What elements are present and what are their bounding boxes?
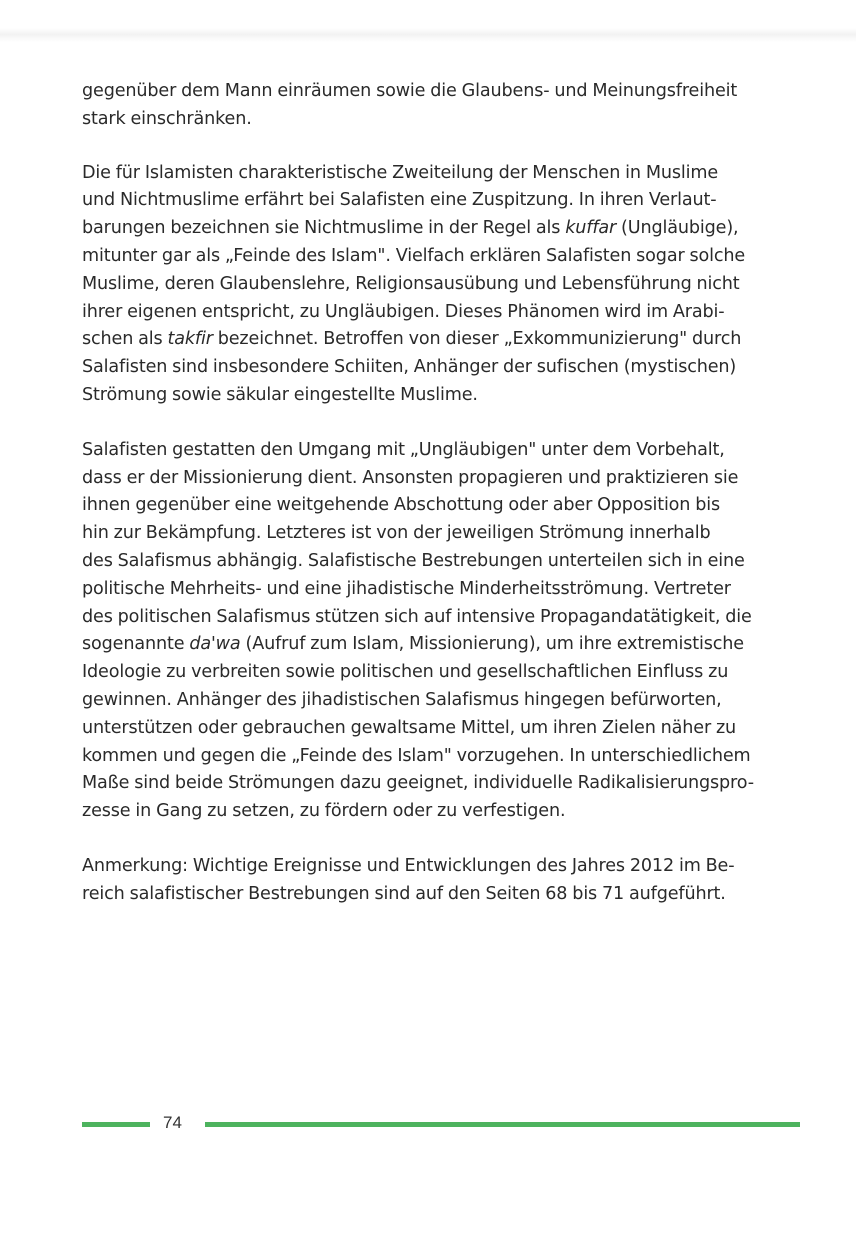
text-run: des Salafismus abhängig. Salafistische Bestrebungen unterteilen sich in eine (82, 550, 745, 571)
footer-bar-right (205, 1122, 800, 1127)
scan-top-shadow (0, 28, 856, 42)
text-run: Die für Islamisten charakteristische Zweiteilung der Menschen in Muslime (82, 162, 719, 183)
text-run: Maße sind beide Strömungen dazu geeignet, individuelle Radikalisierungspro- (82, 773, 754, 794)
paragraph (82, 78, 790, 134)
italic-term: takfir (167, 329, 213, 350)
text-line (82, 215, 790, 243)
text-run: dass er der Missionierung dient. Ansonsten propagieren und praktizieren sie (82, 467, 739, 488)
text-line (82, 631, 790, 659)
text-line (82, 187, 790, 215)
text-run: ihrer eigenen entspricht, zu Ungläubigen. Dieses Phänomen wird im Arabi- (82, 301, 725, 322)
text-run: hin zur Bekämpfung. Letzteres ist von der jeweiligen Strömung innerhalb (82, 523, 711, 544)
text-line (82, 520, 790, 548)
text-line (82, 604, 790, 632)
text-line (82, 271, 790, 299)
text-line (82, 687, 790, 715)
text-run: schen als (82, 329, 168, 350)
text-line (82, 465, 790, 493)
text-run: Ideologie zu verbreiten sowie politischen und gesellschaftlichen Einfluss zu (82, 662, 729, 683)
body-text (82, 78, 790, 936)
text-line (82, 743, 790, 771)
text-run: sogenannte (82, 634, 190, 655)
text-run: zesse in Gang zu setzen, zu fördern oder zu verfestigen. (82, 801, 566, 822)
text-run: reich salafistischer Bestrebungen sind auf den Seiten 68 bis 71 aufgeführt. (82, 883, 726, 904)
text-line (82, 299, 790, 327)
text-run: ihnen gegenüber eine weitgehende Abschottung oder aber Opposition bis (82, 495, 721, 516)
italic-term: da'wa (189, 634, 241, 655)
text-line (82, 243, 790, 271)
text-run: politische Mehrheits- und eine jihadistische Minderheitsströmung. Vertreter (82, 578, 731, 599)
page-number: 74 (163, 1113, 182, 1132)
text-run: kommen und gegen die „Feinde des Islam" vorzugehen. In unterschiedlichem (82, 745, 751, 766)
text-line (82, 881, 790, 909)
text-run: unterstützen oder gebrauchen gewaltsame Mittel, um ihren Zielen näher zu (82, 717, 737, 738)
text-line (82, 548, 790, 576)
text-run: Muslime, deren Glaubenslehre, Religionsausübung und Lebensführung nicht (82, 273, 740, 294)
text-line (82, 78, 790, 106)
text-line (82, 492, 790, 520)
text-run: barungen bezeichnen sie Nichtmuslime in der Regel als (82, 218, 566, 239)
text-run: und Nichtmuslime erfährt bei Salafisten eine Zuspitzung. In ihren Verlaut- (82, 190, 717, 211)
footer-bar-left (82, 1122, 150, 1127)
text-run: des politischen Salafismus stützen sich auf intensive Propagandatätigkeit, die (82, 606, 752, 627)
text-run: gewinnen. Anhänger des jihadistischen Salafismus hingegen befürworten, (82, 689, 722, 710)
text-line (82, 715, 790, 743)
text-run: (Ungläubige), (616, 218, 739, 239)
text-line (82, 798, 790, 826)
text-line (82, 576, 790, 604)
text-line (82, 160, 790, 188)
text-run: Anmerkung: Wichtige Ereignisse und Entwicklungen des Jahres 2012 im Be- (82, 855, 735, 876)
text-line (82, 326, 790, 354)
italic-term: kuffar (565, 218, 617, 239)
text-line (82, 770, 790, 798)
paragraph (82, 437, 790, 826)
text-line (82, 853, 790, 881)
text-run: (Aufruf zum Islam, Missionierung), um ihre extremistische (240, 634, 744, 655)
text-run: mitunter gar als „Feinde des Islam". Vielfach erklären Salafisten sogar solche (82, 245, 746, 266)
text-run: gegenüber dem Mann einräumen sowie die Glaubens- und Meinungsfreiheit (82, 81, 738, 101)
text-run: bezeichnet. Betroffen von dieser „Exkommunizierung" durch (212, 329, 742, 350)
text-line (82, 354, 790, 382)
text-line (82, 437, 790, 465)
text-line (82, 659, 790, 687)
paragraph (82, 853, 790, 909)
text-run: stark einschränken. (82, 108, 252, 129)
text-line (82, 382, 790, 410)
text-run: Strömung sowie säkular eingestellte Muslime. (82, 384, 478, 405)
text-line (82, 106, 790, 134)
text-run: Salafisten sind insbesondere Schiiten, Anhänger der sufischen (mystischen) (82, 357, 737, 378)
paragraph (82, 160, 790, 410)
page-footer (0, 1112, 856, 1134)
text-run: Salafisten gestatten den Umgang mit „Ungläubigen" unter dem Vorbehalt, (82, 439, 725, 460)
